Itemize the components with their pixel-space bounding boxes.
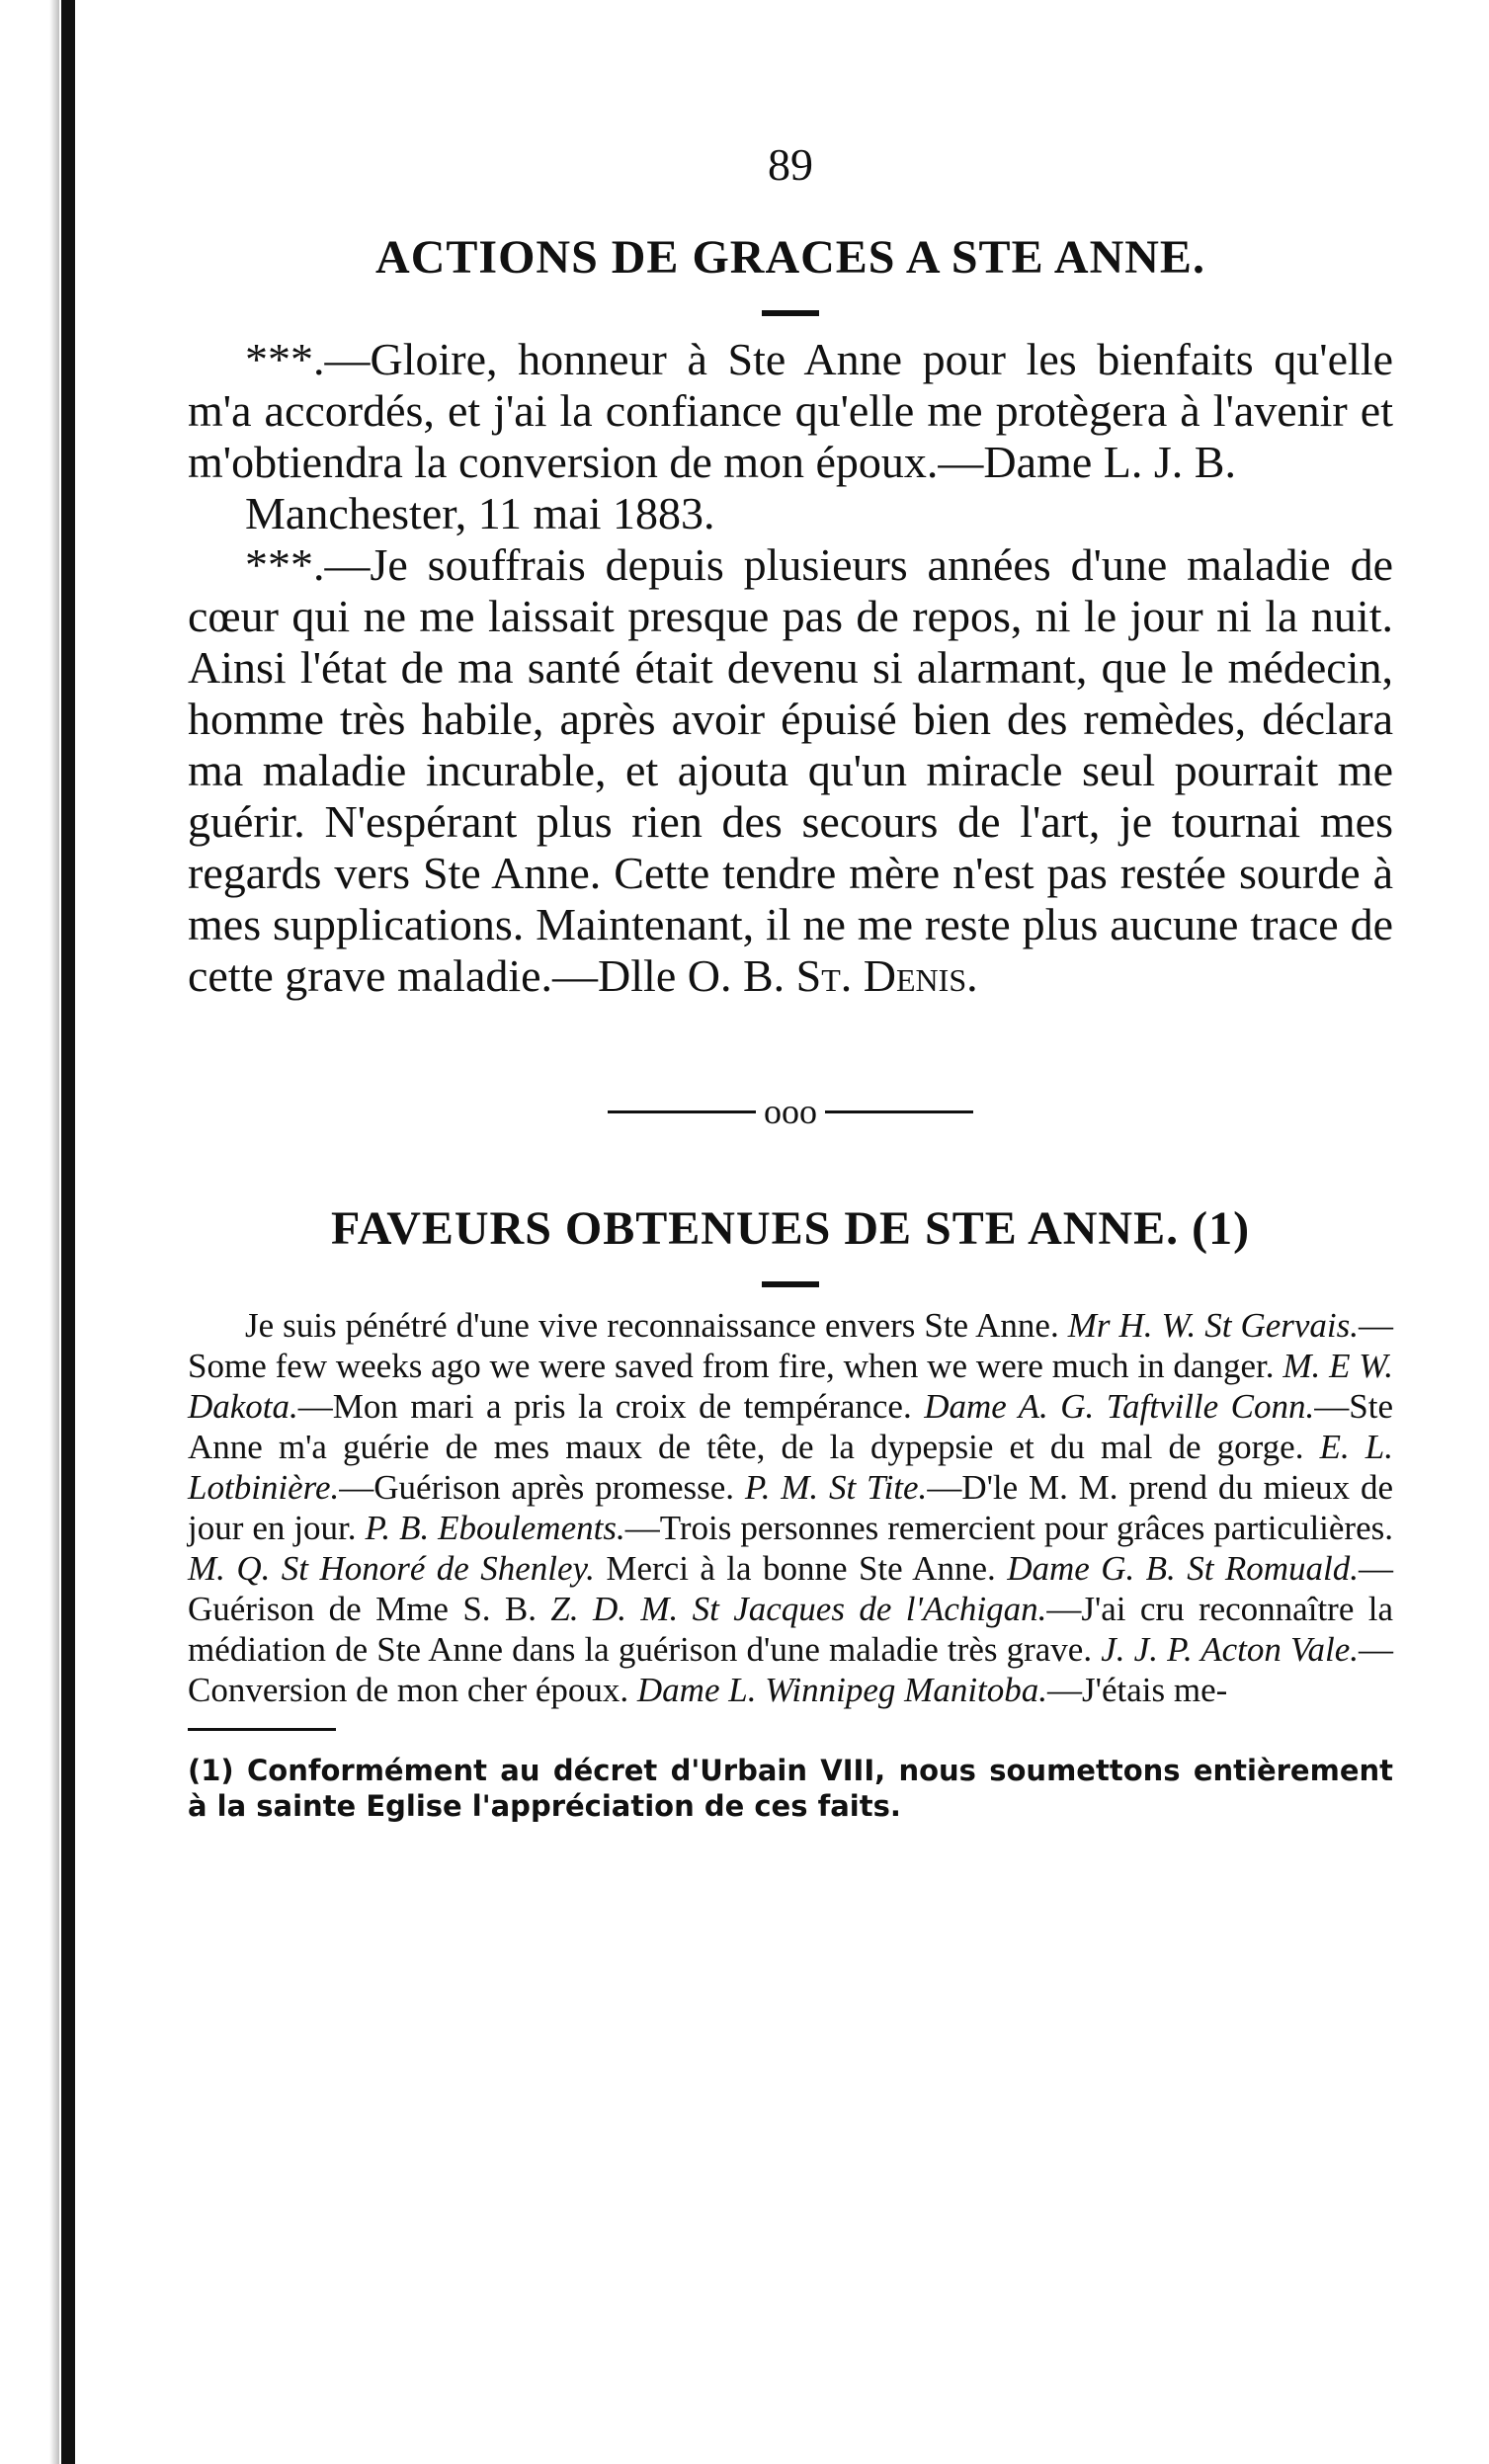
favor-text: Merci à la bonne Ste Anne. xyxy=(594,1549,996,1588)
favor-name: M. Q. St Honoré de Shenley. xyxy=(188,1549,595,1588)
favor-text: —Guérison après promesse. xyxy=(339,1468,735,1507)
title-rule-2 xyxy=(762,1281,819,1287)
testimony-1-text: ***.—Gloire, honneur à Ste Anne pour les bienfaits qu'elle m'a accordés, et j'ai la confiance qu'elle me protègera à l'avenir et m'obtiendra la conversion de mon époux.—Dame L. J. B. xyxy=(188,334,1393,487)
favor-name: E. L. Lotbinière. xyxy=(188,1428,1393,1507)
testimony-2-text: ***.—Je souffrais depuis plusieurs années d'une maladie de cœur qui ne me laissait presque pas de repos, ni le jour ni la nuit. Ainsi l'état de ma santé était devenu si alarmant, que le médecin, homme très habile, après avoir épuisé bien des remèdes, déclara ma maladie incurable, et ajouta qu'un miracle seul pourrait me guérir. N'espérant plus rien des secours de l'art, je tournai mes regards vers Ste Anne. Cette tendre mère n'est pas restée sourde à mes supplications. Maintenant, il ne me reste plus aucune trace de cette grave maladie.—Dlle O. B. xyxy=(188,539,1393,1001)
favor-text: —Mon mari a pris la croix de tempérance. xyxy=(297,1387,912,1426)
section-title-actions-de-graces: ACTIONS DE GRACES A STE ANNE. xyxy=(375,231,1205,284)
favor-entry xyxy=(637,1671,1227,1709)
binding-shadow xyxy=(49,0,59,2464)
testimony-paragraph-1 xyxy=(188,334,1393,539)
favors-list xyxy=(188,1305,1393,1710)
favor-text: —Trois personnes remercient pour grâces particulières. xyxy=(624,1509,1393,1547)
book-binding-edge xyxy=(61,0,75,2464)
ornament-text: ooo xyxy=(764,1092,817,1131)
favor-name: P. M. St Tite. xyxy=(744,1468,928,1507)
favor-entry xyxy=(188,1549,996,1588)
favor-name: M. E W. Dakota. xyxy=(188,1347,1393,1426)
favor-name: Z. D. M. St Jacques de l'Achigan. xyxy=(550,1590,1047,1628)
page-number: 89 xyxy=(768,139,813,190)
favor-entry xyxy=(366,1509,1394,1547)
ornament-rule-left xyxy=(608,1110,756,1113)
favor-text: —J'étais me- xyxy=(1047,1671,1228,1709)
footnote-rule xyxy=(188,1728,336,1731)
favor-name: Dame L. Winnipeg Manitoba. xyxy=(636,1671,1048,1709)
section-title-faveurs-obtenues: FAVEURS OBTENUES DE STE ANNE. (1) xyxy=(330,1202,1251,1255)
testimony-paragraph-2 xyxy=(188,539,1393,1002)
favor-text: —Some few weeks ago we were saved from fire, when we were much in danger. xyxy=(188,1306,1394,1385)
ornament-rule-right xyxy=(825,1110,973,1113)
favor-text: —D'le M. M. prend du mieux de jour en jour. xyxy=(188,1468,1394,1547)
favor-name: Dame A. G. Taftville Conn. xyxy=(924,1387,1315,1426)
favor-name: Mr H. W. St Gervais. xyxy=(1067,1306,1360,1345)
favor-text: —Guérison de Mme S. B. xyxy=(188,1549,1393,1628)
testimony-2-signature: St. Denis. xyxy=(795,950,978,1001)
favor-name: Dame G. B. St Romuald. xyxy=(1007,1549,1359,1588)
page-content xyxy=(188,138,1393,1824)
favor-name: P. B. Eboulements. xyxy=(365,1509,625,1547)
title-rule xyxy=(762,310,819,316)
testimony-1-place-date: Manchester, 11 mai 1883. xyxy=(245,488,715,538)
footnote: (1) Conformément au décret d'Urbain VIII, nous soumettons entièrement à la sainte Eglise l'appréciation de ces faits. xyxy=(188,1754,1393,1823)
section-ornament xyxy=(188,1091,1393,1132)
favor-name: J. J. P. Acton Vale. xyxy=(1101,1630,1359,1669)
favor-text: —Conversion de mon cher époux. xyxy=(188,1630,1393,1709)
favor-text: —Ste Anne m'a guérie de mes maux de tête, de la dypepsie et du mal de gorge. xyxy=(188,1387,1393,1466)
favor-text: —J'ai cru reconnaître la médiation de Ste Anne dans la guérison d'une maladie très grave. xyxy=(188,1590,1393,1669)
favors-intro: Je suis pénétré d'une vive reconnaissance envers Ste Anne. xyxy=(245,1306,1059,1345)
